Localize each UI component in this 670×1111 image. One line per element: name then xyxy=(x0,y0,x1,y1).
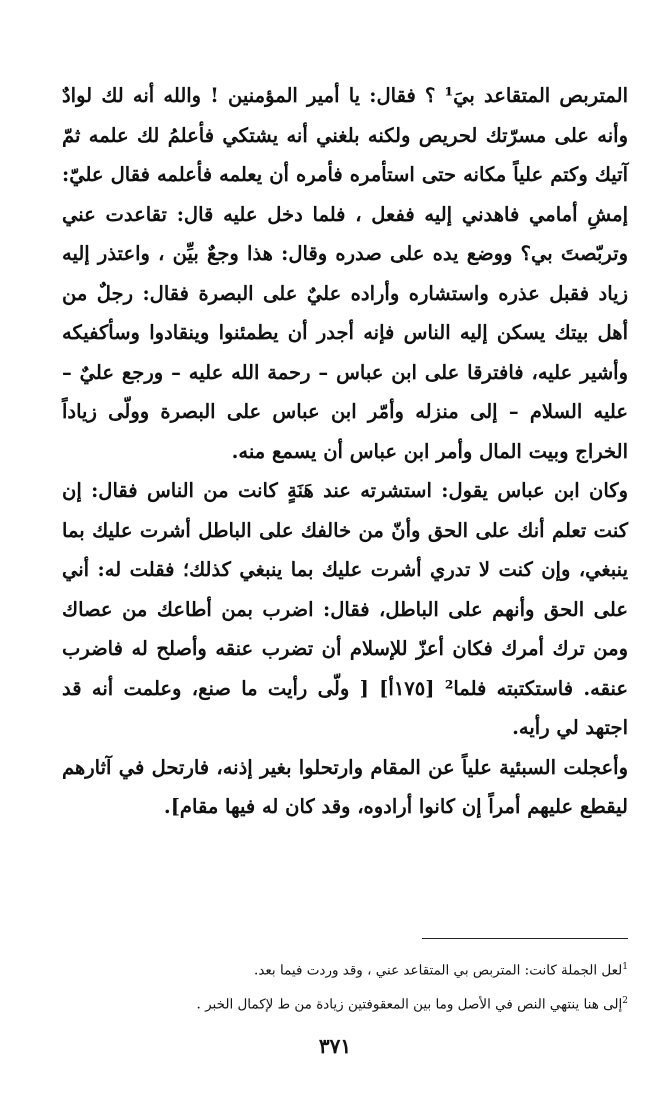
footnote-separator xyxy=(422,938,628,939)
footnote-text: لعل الجملة كانت: المتربص بي المتقاعد عني ، وقد وردت فيما بعد. xyxy=(254,962,623,979)
paragraph-1: المتربص المتقاعد بيَ¹ ؟ فقال: يا أمير المؤمنين ! والله أنه لك لوادٌ وأنه على مسرّتك لحريص ولكنه بلغني أنه يشتكي فأعلمُ لك علمه ثمّ آتيك وكتم علياً مكانه حتى استأمره فأمره أن يعلمه فأعلمه فقال عليّ: إمشِ أمامي فاهدني إليه ففعل ، فلما دخل عليه قال: تقاعدت عني وتربّصتَ بي؟ ووضع يده على صدره وقال: هذا وجعٌ بيِّن ، واعتذر إليه زياد فقبل عذره واستشاره وأراده عليٌ على البصرة فقال: رجلٌ من أهل بيتك يسكن إليه الناس فإنه أجدر أن يطمئنوا وينقادوا وسأكفيكه وأشير عليه، فافترقا على ابن عباس – رحمة الله عليه – ورجع عليٌ – عليه السلام – إلى منزله وأمّر ابن عباس على البصرة وولّى زياداً الخراج وبيت المال وأمر ابن عباس أن يسمع منه. xyxy=(62,84,628,463)
footnote-marker: 2 xyxy=(622,995,628,1006)
footnote-marker: 1 xyxy=(622,962,628,972)
page-number: ٣٧١ xyxy=(318,1034,352,1058)
footnote-text: إلى هنا ينتهي النص في الأصل وما بين المعقوفتين زيادة من ط لإكمال الخبر . xyxy=(196,996,623,1012)
footnote-2 xyxy=(62,986,628,1020)
footnote-1 xyxy=(62,952,628,986)
main-text xyxy=(62,76,628,827)
paragraph-3: وأعجلت السبئية علياً عن المقام وارتحلوا بغير إذنه، فارتحل في آثارهم ليقطع عليهم أمراً إن كانوا أرادوه، وقد كان له فيها مقام]. xyxy=(62,755,628,818)
paragraph-2: وكان ابن عباس يقول: استشرته عند هَنَةٍ كانت من الناس فقال: إن كنت تعلم أنك على الحق وأنّ من خالفك على الباطل أشرت عليك بما ينبغي، وإن كنت لا تدري أشرت عليك بما ينبغي كذلك؛ فقلت له: أني على الحق وأنهم على الباطل، فقال: اضرب بمن أطاعك من عصاك ومن ترك أمرك فكان أعزّ للإسلام أن تضرب عنقه وأصلح له فاضرب عنقه. فاستكتبته فلما² [١٧٥أ] [ ولّى رأيت ما صنع، وعلمت أنه قد اجتهد لي رأيه. xyxy=(62,479,629,739)
footnotes xyxy=(62,952,628,1019)
